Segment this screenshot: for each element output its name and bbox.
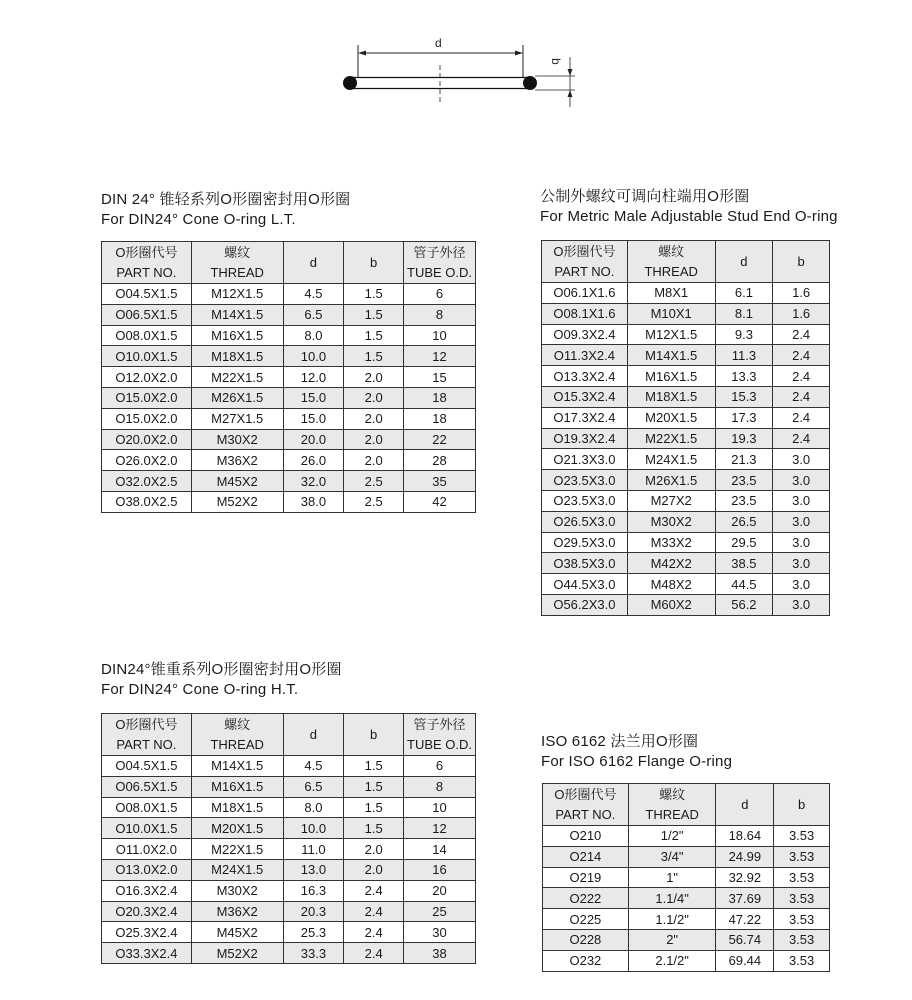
cell-d: 6.5	[283, 304, 344, 325]
table-row	[102, 304, 476, 325]
cell-part-no: O10.0X1.5	[102, 818, 192, 839]
cell-d: 15.0	[283, 408, 344, 429]
cell-part-no: O25.3X2.4	[102, 922, 192, 943]
cell-d: 23.5	[715, 490, 773, 511]
cell-d: 13.0	[283, 859, 344, 880]
cell-d: 37.69	[716, 888, 774, 909]
cell-thread: M24X1.5	[191, 859, 283, 880]
cell-b: 3.53	[774, 826, 830, 847]
table-row	[102, 859, 476, 880]
header-part-no: O形圈代号 PART NO.	[102, 242, 192, 284]
cell-part-no: O21.3X3.0	[542, 449, 628, 470]
table-row	[102, 943, 476, 964]
cell-b: 2.0	[344, 408, 404, 429]
cell-thread: M36X2	[191, 450, 283, 471]
cell-tube-od: 14	[404, 839, 476, 860]
table-row	[542, 303, 830, 324]
cell-tube-od: 6	[404, 284, 476, 305]
cell-b: 2.4	[344, 943, 404, 964]
cell-thread: M30X2	[191, 429, 283, 450]
cell-d: 16.3	[283, 880, 344, 901]
cell-part-no: O19.3X2.4	[542, 428, 628, 449]
cell-thread: M22X1.5	[191, 367, 283, 388]
cell-b: 2.0	[344, 839, 404, 860]
cell-b: 2.4	[773, 345, 830, 366]
cell-part-no: O13.3X2.4	[542, 366, 628, 387]
cell-part-no: O11.3X2.4	[542, 345, 628, 366]
cell-tube-od: 28	[404, 450, 476, 471]
cell-part-no: O44.5X3.0	[542, 574, 628, 595]
cell-d: 24.99	[716, 846, 774, 867]
cell-b: 3.53	[774, 867, 830, 888]
table-row	[102, 367, 476, 388]
section-title-din24-lt	[101, 190, 350, 230]
cell-thread: 3/4"	[628, 846, 716, 867]
cell-d: 13.3	[715, 366, 773, 387]
cell-part-no: O38.5X3.0	[542, 553, 628, 574]
cell-thread: M14X1.5	[191, 756, 283, 777]
cell-d: 20.3	[283, 901, 344, 922]
section-title-din24-ht	[101, 660, 342, 700]
cell-d: 8.0	[283, 797, 344, 818]
table-din24-ht	[101, 713, 476, 964]
table-body	[542, 283, 830, 616]
cell-d: 47.22	[716, 909, 774, 930]
table-row	[102, 776, 476, 797]
cell-part-no: O210	[543, 826, 629, 847]
table-row	[102, 429, 476, 450]
cell-thread: M26X1.5	[627, 470, 715, 491]
cell-thread: M22X1.5	[627, 428, 715, 449]
cell-d: 21.3	[715, 449, 773, 470]
table-row	[102, 818, 476, 839]
header-tube-od: 管子外径 TUBE O.D.	[404, 714, 476, 756]
cell-d: 23.5	[715, 470, 773, 491]
table-row	[102, 491, 476, 512]
cell-d: 10.0	[283, 818, 344, 839]
cell-thread: M10X1	[627, 303, 715, 324]
table-row	[542, 470, 830, 491]
cell-tube-od: 18	[404, 387, 476, 408]
table-row	[102, 471, 476, 492]
cell-b: 2.4	[773, 366, 830, 387]
cell-thread: 2.1/2"	[628, 950, 716, 971]
cell-part-no: O32.0X2.5	[102, 471, 192, 492]
cell-b: 1.5	[344, 797, 404, 818]
cell-thread: M27X2	[627, 490, 715, 511]
cell-part-no: O232	[543, 950, 629, 971]
cell-d: 9.3	[715, 324, 773, 345]
cell-part-no: O06.1X1.6	[542, 283, 628, 304]
cell-thread: M52X2	[191, 943, 283, 964]
table-row	[543, 950, 830, 971]
table-row	[543, 826, 830, 847]
cell-part-no: O219	[543, 867, 629, 888]
table-row	[542, 345, 830, 366]
table-row	[542, 449, 830, 470]
cell-d: 17.3	[715, 407, 773, 428]
table-body	[543, 826, 830, 972]
cell-part-no: O15.3X2.4	[542, 386, 628, 407]
cell-part-no: O23.5X3.0	[542, 470, 628, 491]
cell-thread: M26X1.5	[191, 387, 283, 408]
cell-d: 6.1	[715, 283, 773, 304]
cell-b: 3.53	[774, 929, 830, 950]
cell-d: 44.5	[715, 574, 773, 595]
cell-thread: M33X2	[627, 532, 715, 553]
cell-tube-od: 18	[404, 408, 476, 429]
header-d: d	[283, 714, 344, 756]
table-row	[102, 387, 476, 408]
section-title-iso6162	[541, 732, 732, 772]
cell-part-no: O04.5X1.5	[102, 284, 192, 305]
cell-d: 10.0	[283, 346, 344, 367]
cell-d: 11.3	[715, 345, 773, 366]
cell-d: 38.5	[715, 553, 773, 574]
cell-part-no: O214	[543, 846, 629, 867]
cell-d: 56.2	[715, 594, 773, 615]
cell-part-no: O228	[543, 929, 629, 950]
cell-b: 1.6	[773, 283, 830, 304]
cell-part-no: O20.3X2.4	[102, 901, 192, 922]
cell-part-no: O13.0X2.0	[102, 859, 192, 880]
cell-thread: M16X1.5	[191, 776, 283, 797]
cell-d: 29.5	[715, 532, 773, 553]
b-dimension-label: b	[549, 58, 563, 65]
cell-b: 3.0	[773, 470, 830, 491]
cell-d: 26.5	[715, 511, 773, 532]
cell-part-no: O04.5X1.5	[102, 756, 192, 777]
header-d: d	[715, 241, 773, 283]
cell-b: 2.4	[773, 324, 830, 345]
cell-part-no: O09.3X2.4	[542, 324, 628, 345]
cell-tube-od: 30	[404, 922, 476, 943]
cell-tube-od: 16	[404, 859, 476, 880]
cell-b: 3.0	[773, 532, 830, 553]
cell-b: 3.0	[773, 553, 830, 574]
cell-d: 25.3	[283, 922, 344, 943]
cell-d: 6.5	[283, 776, 344, 797]
table-row	[543, 867, 830, 888]
cell-thread: M14X1.5	[627, 345, 715, 366]
cell-b: 2.0	[344, 387, 404, 408]
cell-thread: M42X2	[627, 553, 715, 574]
table-row	[102, 797, 476, 818]
cell-thread: M45X2	[191, 922, 283, 943]
cell-thread: 1"	[628, 867, 716, 888]
cell-tube-od: 6	[404, 756, 476, 777]
cell-d: 4.5	[283, 756, 344, 777]
table-row	[102, 922, 476, 943]
section-title-cn: DIN24°锥重系列O形圈密封用O形圈	[101, 661, 342, 678]
cell-d: 26.0	[283, 450, 344, 471]
cell-d: 4.5	[283, 284, 344, 305]
cell-d: 32.92	[716, 867, 774, 888]
cell-b: 3.0	[773, 490, 830, 511]
cell-tube-od: 42	[404, 491, 476, 512]
header-b: b	[773, 241, 830, 283]
cell-d: 15.0	[283, 387, 344, 408]
cell-b: 2.5	[344, 491, 404, 512]
table-row	[542, 511, 830, 532]
section-title-cn: DIN 24° 锥轻系列O形圈密封用O形圈	[101, 191, 351, 208]
table-row	[542, 532, 830, 553]
cell-b: 3.53	[774, 888, 830, 909]
section-title-en: For DIN24° Cone O-ring H.T.	[101, 681, 299, 698]
cell-d: 18.64	[716, 826, 774, 847]
header-b: b	[344, 714, 404, 756]
cell-d: 38.0	[283, 491, 344, 512]
cell-d: 19.3	[715, 428, 773, 449]
cell-d: 32.0	[283, 471, 344, 492]
cell-b: 1.6	[773, 303, 830, 324]
cell-d: 15.3	[715, 386, 773, 407]
cell-b: 1.5	[344, 304, 404, 325]
table-row	[542, 407, 830, 428]
header-d: d	[716, 784, 774, 826]
cell-b: 3.0	[773, 594, 830, 615]
section-title-en: For Metric Male Adjustable Stud End O-ring	[540, 208, 838, 225]
header-tube-od: 管子外径 TUBE O.D.	[404, 242, 476, 284]
section-title-cn: ISO 6162 法兰用O形圈	[541, 733, 699, 750]
cell-b: 2.4	[344, 880, 404, 901]
header-thread: 螺纹 THREAD	[627, 241, 715, 283]
table-row	[102, 880, 476, 901]
cell-part-no: O15.0X2.0	[102, 387, 192, 408]
cell-thread: 1/2"	[628, 826, 716, 847]
header-part-no: O形圈代号 PART NO.	[102, 714, 192, 756]
cell-thread: 2"	[628, 929, 716, 950]
table-row	[102, 346, 476, 367]
cell-tube-od: 10	[404, 325, 476, 346]
cell-thread: M12X1.5	[627, 324, 715, 345]
cell-b: 3.0	[773, 574, 830, 595]
cell-thread: 1.1/2"	[628, 909, 716, 930]
cell-part-no: O38.0X2.5	[102, 491, 192, 512]
table-row	[542, 553, 830, 574]
cell-tube-od: 22	[404, 429, 476, 450]
cell-tube-od: 12	[404, 818, 476, 839]
cell-tube-od: 15	[404, 367, 476, 388]
cell-d: 33.3	[283, 943, 344, 964]
cell-part-no: O26.5X3.0	[542, 511, 628, 532]
cell-thread: M12X1.5	[191, 284, 283, 305]
cell-d: 11.0	[283, 839, 344, 860]
table-row	[543, 846, 830, 867]
cell-d: 12.0	[283, 367, 344, 388]
cell-thread: M36X2	[191, 901, 283, 922]
cell-b: 2.4	[773, 428, 830, 449]
section-title-en: For DIN24° Cone O-ring L.T.	[101, 211, 296, 228]
cell-part-no: O06.5X1.5	[102, 776, 192, 797]
cell-b: 3.0	[773, 511, 830, 532]
cell-tube-od: 25	[404, 901, 476, 922]
cell-thread: M22X1.5	[191, 839, 283, 860]
table-iso6162	[542, 783, 830, 972]
header-b: b	[344, 242, 404, 284]
cell-b: 2.5	[344, 471, 404, 492]
cell-b: 3.0	[773, 449, 830, 470]
header-thread: 螺纹 THREAD	[191, 714, 283, 756]
table-row	[542, 490, 830, 511]
cell-thread: M18X1.5	[191, 797, 283, 818]
cell-thread: M30X2	[191, 880, 283, 901]
cell-thread: M45X2	[191, 471, 283, 492]
cell-part-no: O15.0X2.0	[102, 408, 192, 429]
cell-b: 1.5	[344, 776, 404, 797]
cell-thread: M8X1	[627, 283, 715, 304]
cell-b: 2.4	[773, 407, 830, 428]
cell-part-no: O08.1X1.6	[542, 303, 628, 324]
cell-thread: M16X1.5	[191, 325, 283, 346]
table-row	[102, 839, 476, 860]
table-row	[543, 909, 830, 930]
cell-b: 2.4	[344, 922, 404, 943]
cell-d: 69.44	[716, 950, 774, 971]
table-row	[542, 366, 830, 387]
cell-part-no: O08.0X1.5	[102, 797, 192, 818]
header-thread: 螺纹 THREAD	[191, 242, 283, 284]
table-metric-stud-end	[541, 240, 830, 616]
cell-part-no: O222	[543, 888, 629, 909]
cell-d: 8.0	[283, 325, 344, 346]
cell-tube-od: 8	[404, 304, 476, 325]
cell-b: 1.5	[344, 818, 404, 839]
cell-part-no: O17.3X2.4	[542, 407, 628, 428]
cell-thread: M18X1.5	[627, 386, 715, 407]
cell-part-no: O26.0X2.0	[102, 450, 192, 471]
section-title-cn: 公制外螺纹可调向柱端用O形圈	[540, 188, 750, 205]
cell-tube-od: 8	[404, 776, 476, 797]
table-row	[543, 888, 830, 909]
cell-b: 3.53	[774, 909, 830, 930]
cell-d: 8.1	[715, 303, 773, 324]
cell-part-no: O56.2X3.0	[542, 594, 628, 615]
header-d: d	[283, 242, 344, 284]
header-part-no: O形圈代号 PART NO.	[543, 784, 629, 826]
cell-b: 2.0	[344, 429, 404, 450]
header-b: b	[774, 784, 830, 826]
cell-thread: M18X1.5	[191, 346, 283, 367]
table-row	[102, 325, 476, 346]
cell-tube-od: 38	[404, 943, 476, 964]
cell-b: 2.4	[344, 901, 404, 922]
cell-d: 56.74	[716, 929, 774, 950]
cell-b: 2.0	[344, 367, 404, 388]
cell-tube-od: 12	[404, 346, 476, 367]
cell-thread: M52X2	[191, 491, 283, 512]
cell-thread: M14X1.5	[191, 304, 283, 325]
cell-part-no: O08.0X1.5	[102, 325, 192, 346]
cell-thread: M24X1.5	[627, 449, 715, 470]
cell-tube-od: 35	[404, 471, 476, 492]
cell-b: 2.0	[344, 450, 404, 471]
cell-b: 1.5	[344, 284, 404, 305]
cell-d: 20.0	[283, 429, 344, 450]
cell-part-no: O16.3X2.4	[102, 880, 192, 901]
cell-thread: M20X1.5	[627, 407, 715, 428]
table-row	[102, 450, 476, 471]
cell-part-no: O06.5X1.5	[102, 304, 192, 325]
cell-b: 1.5	[344, 325, 404, 346]
cell-b: 1.5	[344, 346, 404, 367]
cell-b: 3.53	[774, 846, 830, 867]
cell-tube-od: 20	[404, 880, 476, 901]
table-row	[542, 574, 830, 595]
table-row	[542, 386, 830, 407]
table-row	[102, 901, 476, 922]
table-row	[102, 284, 476, 305]
cell-tube-od: 10	[404, 797, 476, 818]
cell-thread: M20X1.5	[191, 818, 283, 839]
header-thread: 螺纹 THREAD	[628, 784, 716, 826]
table-body	[102, 756, 476, 964]
table-row	[542, 594, 830, 615]
table-row	[102, 756, 476, 777]
cell-thread: M60X2	[627, 594, 715, 615]
cell-b: 3.53	[774, 950, 830, 971]
cell-part-no: O20.0X2.0	[102, 429, 192, 450]
cell-part-no: O29.5X3.0	[542, 532, 628, 553]
cell-b: 2.0	[344, 859, 404, 880]
table-row	[542, 428, 830, 449]
cell-part-no: O10.0X1.5	[102, 346, 192, 367]
cell-part-no: O12.0X2.0	[102, 367, 192, 388]
cell-b: 1.5	[344, 756, 404, 777]
o-ring-diagram	[330, 35, 590, 125]
cell-thread: M30X2	[627, 511, 715, 532]
table-row	[542, 283, 830, 304]
table-body	[102, 284, 476, 513]
section-title-en: For ISO 6162 Flange O-ring	[541, 753, 733, 770]
cell-thread: M16X1.5	[627, 366, 715, 387]
cell-part-no: O23.5X3.0	[542, 490, 628, 511]
cell-thread: M48X2	[627, 574, 715, 595]
cell-part-no: O225	[543, 909, 629, 930]
d-dimension-label: d	[435, 36, 442, 50]
table-row	[102, 408, 476, 429]
table-row	[543, 929, 830, 950]
table-din24-lt	[101, 241, 476, 513]
cell-part-no: O33.3X2.4	[102, 943, 192, 964]
cell-thread: M27X1.5	[191, 408, 283, 429]
cell-part-no: O11.0X2.0	[102, 839, 192, 860]
section-title-metric-stud-end	[540, 187, 838, 227]
cell-b: 2.4	[773, 386, 830, 407]
cell-thread: 1.1/4"	[628, 888, 716, 909]
header-part-no: O形圈代号 PART NO.	[542, 241, 628, 283]
table-row	[542, 324, 830, 345]
